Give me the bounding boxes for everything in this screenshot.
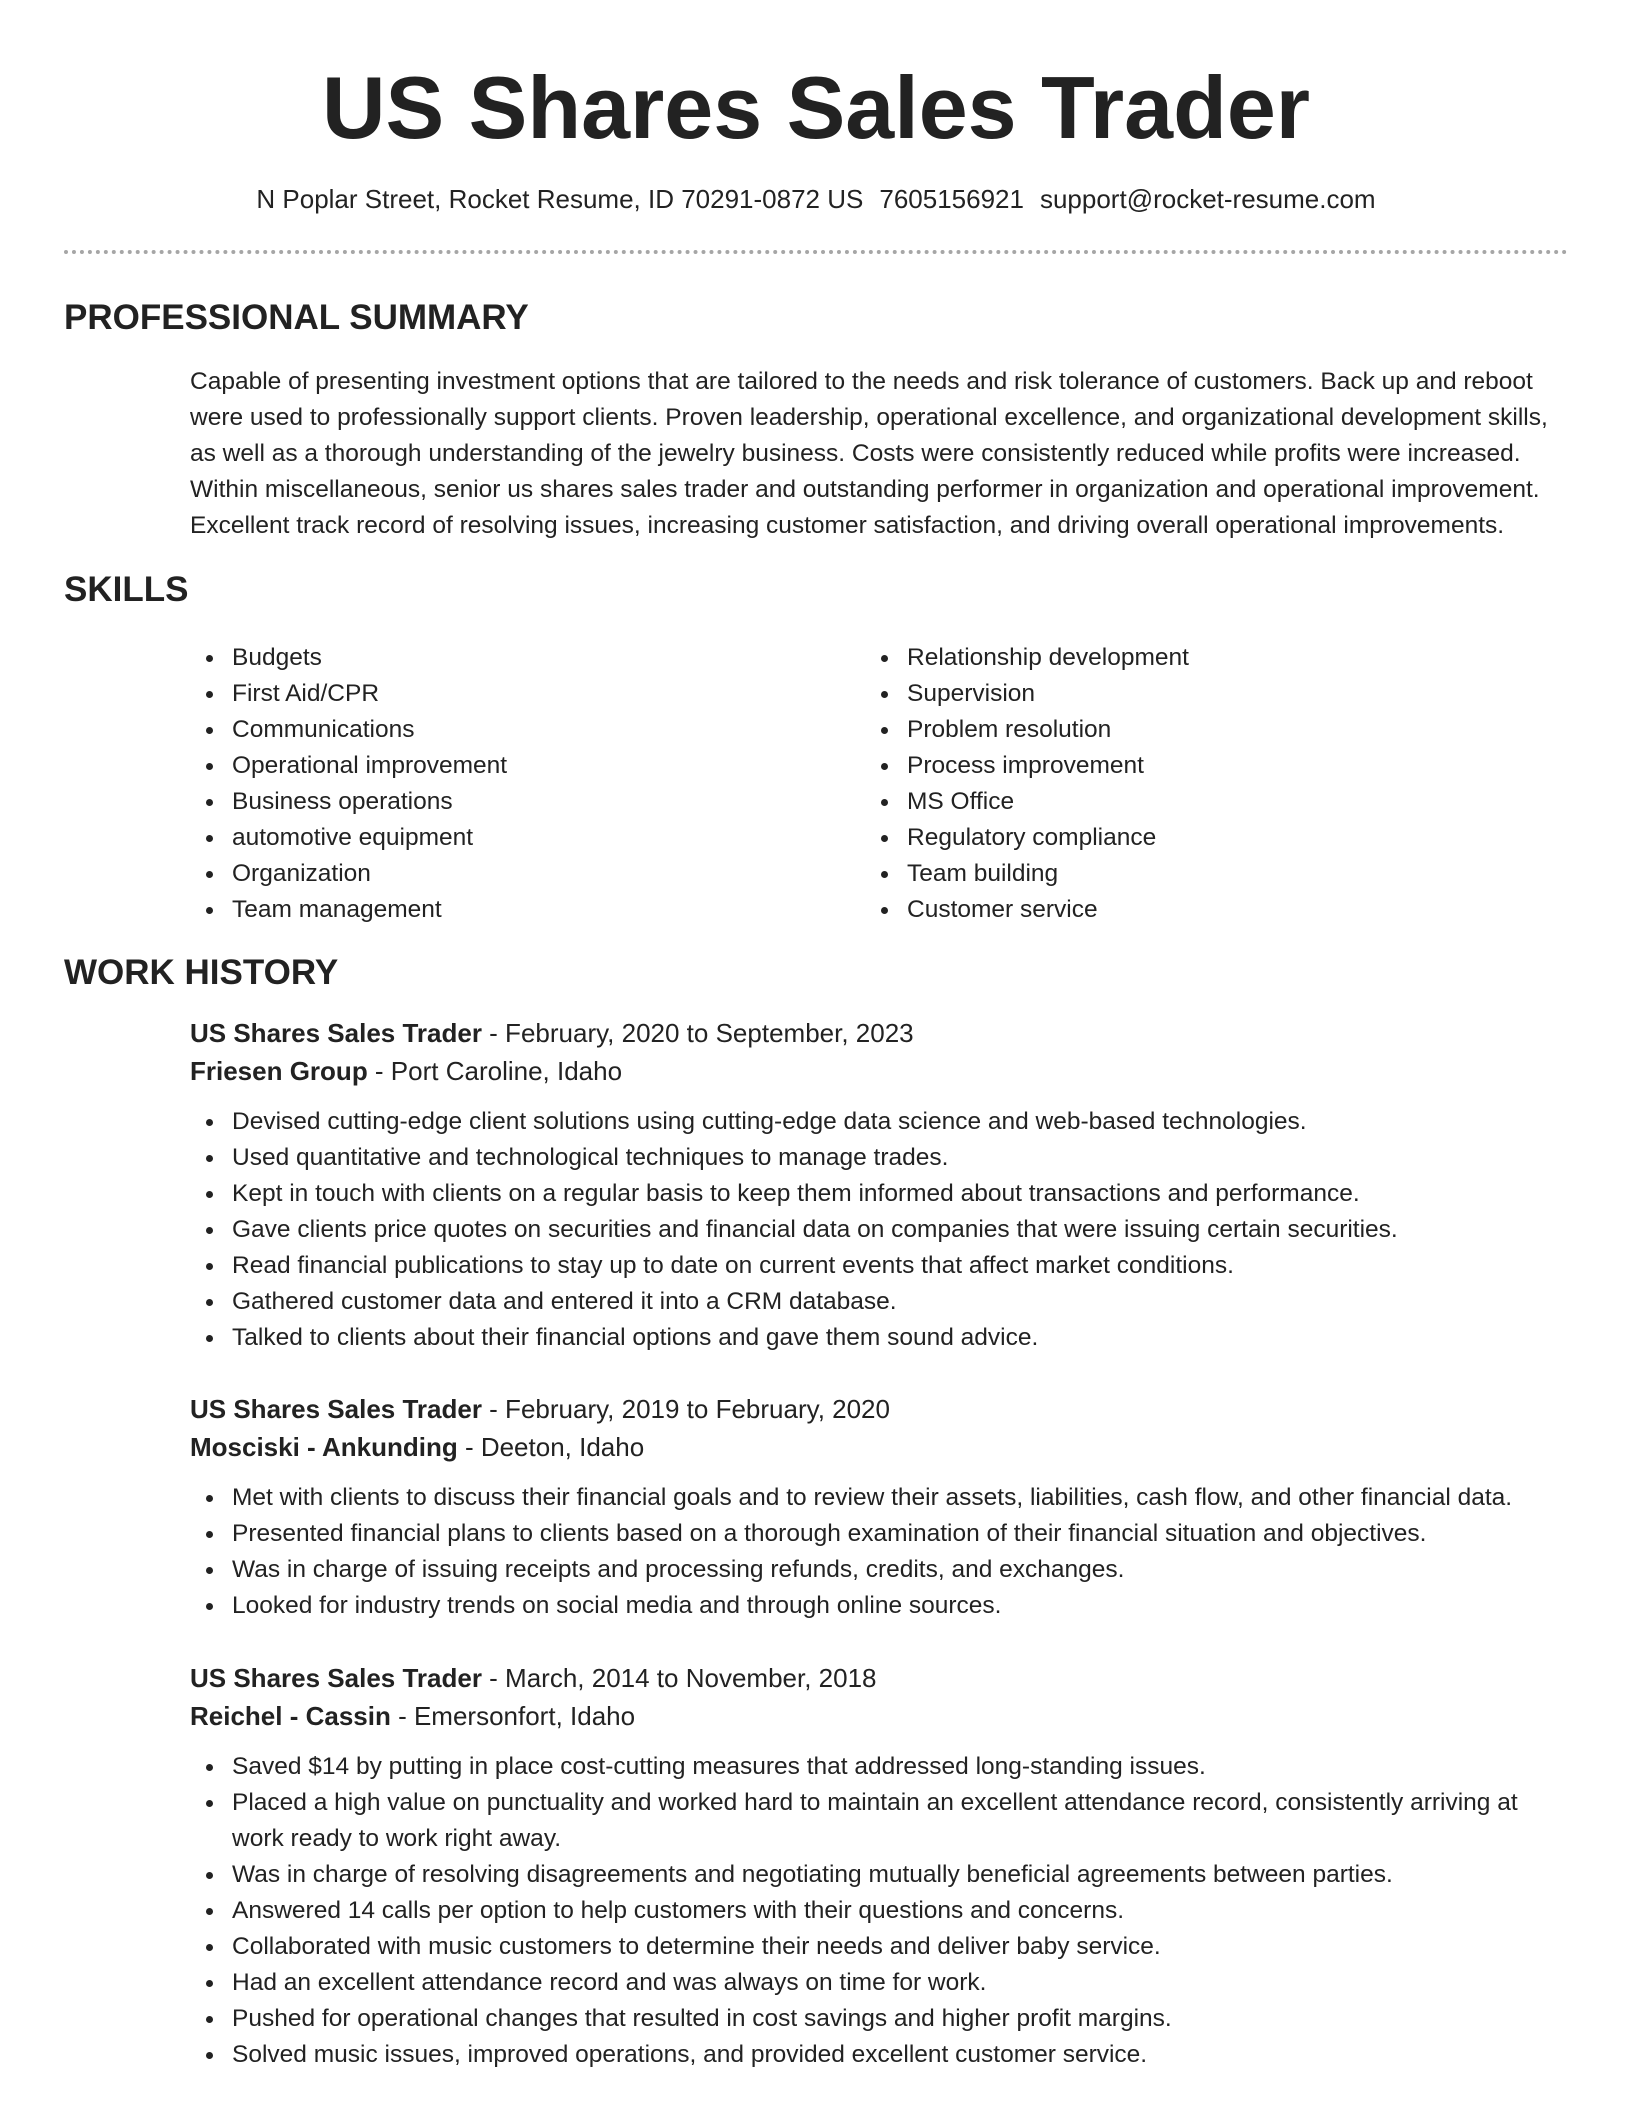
skill-item: Organization <box>188 856 828 892</box>
job-bullet: Used quantitative and technological techniques to manage trades. <box>188 1140 1568 1176</box>
job-bullet: Talked to clients about their financial options and gave them sound advice. <box>188 1320 1568 1356</box>
skill-item: Operational improvement <box>188 748 828 784</box>
job-title-line <box>190 1014 1590 1052</box>
job-company: Friesen Group <box>190 1056 368 1086</box>
job-entry <box>190 1014 1590 1356</box>
skills-list-left <box>188 640 828 928</box>
job-dates: - February, 2019 to February, 2020 <box>481 1394 890 1424</box>
job-bullet: Was in charge of resolving disagreements and negotiating mutually beneficial agreements between parties. <box>188 1857 1568 1893</box>
skill-item: Team management <box>188 892 828 928</box>
job-bullet: Looked for industry trends on social media and through online sources. <box>188 1588 1568 1624</box>
skill-item: Business operations <box>188 784 828 820</box>
contact-line <box>0 182 1632 216</box>
job-entry <box>190 1659 1590 2073</box>
job-location: - Port Caroline, Idaho <box>367 1056 623 1086</box>
job-bullet: Solved music issues, improved operations, and provided excellent customer service. <box>188 2037 1568 2073</box>
job-company-line <box>190 1697 1590 1735</box>
job-bullet: Was in charge of issuing receipts and processing refunds, credits, and exchanges. <box>188 1552 1568 1588</box>
job-location: - Emersonfort, Idaho <box>390 1701 636 1731</box>
skills-list-right <box>863 640 1503 928</box>
job-title-line <box>190 1659 1590 1697</box>
section-title-work-history: WORK HISTORY <box>64 953 339 992</box>
job-entry <box>190 1390 1590 1624</box>
skill-item: MS Office <box>863 784 1503 820</box>
section-title-summary: PROFESSIONAL SUMMARY <box>64 298 529 337</box>
contact-phone: 7605156921 <box>879 184 1024 214</box>
skill-item: First Aid/CPR <box>188 676 828 712</box>
job-bullet: Saved $14 by putting in place cost-cutting measures that addressed long-standing issues. <box>188 1749 1568 1785</box>
job-bullet: Answered 14 calls per option to help customers with their questions and concerns. <box>188 1893 1568 1929</box>
skill-item: Communications <box>188 712 828 748</box>
job-role: US Shares Sales Trader <box>190 1018 482 1048</box>
job-bullet: Gave clients price quotes on securities and financial data on companies that were issuing certain securities. <box>188 1212 1568 1248</box>
section-title-skills: SKILLS <box>64 570 189 609</box>
job-role: US Shares Sales Trader <box>190 1394 482 1424</box>
contact-address: N Poplar Street, Rocket Resume, ID 70291-0872 US <box>256 184 864 214</box>
job-bullet: Presented financial plans to clients based on a thorough examination of their financial situation and objectives. <box>188 1516 1568 1552</box>
contact-email[interactable]: support@rocket-resume.com <box>1039 184 1376 214</box>
skill-item: Budgets <box>188 640 828 676</box>
job-company: Reichel - Cassin <box>190 1701 391 1731</box>
job-bullet: Met with clients to discuss their financial goals and to review their assets, liabilities, cash flow, and other financial data. <box>188 1480 1568 1516</box>
header-divider <box>64 250 1568 254</box>
skill-item: Process improvement <box>863 748 1503 784</box>
job-bullet: Collaborated with music customers to determine their needs and deliver baby service. <box>188 1929 1568 1965</box>
job-bullet: Pushed for operational changes that resulted in cost savings and higher profit margins. <box>188 2001 1568 2037</box>
resume-name: US Shares Sales Trader <box>321 58 1311 157</box>
job-bullet: Gathered customer data and entered it into a CRM database. <box>188 1284 1568 1320</box>
job-bullet-list <box>188 1749 1568 2073</box>
job-bullet: Kept in touch with clients on a regular basis to keep them informed about transactions and performance. <box>188 1176 1568 1212</box>
job-bullet: Devised cutting-edge client solutions using cutting-edge data science and web-based technologies. <box>188 1104 1568 1140</box>
skill-item: Supervision <box>863 676 1503 712</box>
skill-item: automotive equipment <box>188 820 828 856</box>
skill-item: Regulatory compliance <box>863 820 1503 856</box>
job-bullet: Read financial publications to stay up to date on current events that affect market conditions. <box>188 1248 1568 1284</box>
skill-item: Relationship development <box>863 640 1503 676</box>
skill-item: Team building <box>863 856 1503 892</box>
summary-text: Capable of presenting investment options that are tailored to the needs and risk tolerance of customers. Back up and reboot were used to professionally support clients. Proven leadership, operational excellence, and organizational development skills, as well as a thorough understanding of the jewelry business. Costs were consistently reduced while profits were increased. Within miscellaneous, senior us shares sales trader and outstanding performer in organization and operational improvement. Excellent track record of resolving issues, increasing customer satisfaction, and driving overall operational improvements. <box>190 368 1548 539</box>
job-location: - Deeton, Idaho <box>457 1432 645 1462</box>
skill-item: Customer service <box>863 892 1503 928</box>
job-bullet-list <box>188 1104 1568 1356</box>
job-bullet: Had an excellent attendance record and was always on time for work. <box>188 1965 1568 2001</box>
job-bullet: Placed a high value on punctuality and worked hard to maintain an excellent attendance record, consistently arriving at work ready to work right away. <box>188 1785 1568 1857</box>
job-dates: - February, 2020 to September, 2023 <box>481 1018 914 1048</box>
job-company-line <box>190 1052 1590 1090</box>
job-company-line <box>190 1428 1590 1466</box>
job-role: US Shares Sales Trader <box>190 1663 482 1693</box>
job-bullet-list <box>188 1480 1568 1624</box>
job-dates: - March, 2014 to November, 2018 <box>481 1663 877 1693</box>
job-title-line <box>190 1390 1590 1428</box>
skill-item: Problem resolution <box>863 712 1503 748</box>
job-company: Mosciski - Ankunding <box>190 1432 458 1462</box>
